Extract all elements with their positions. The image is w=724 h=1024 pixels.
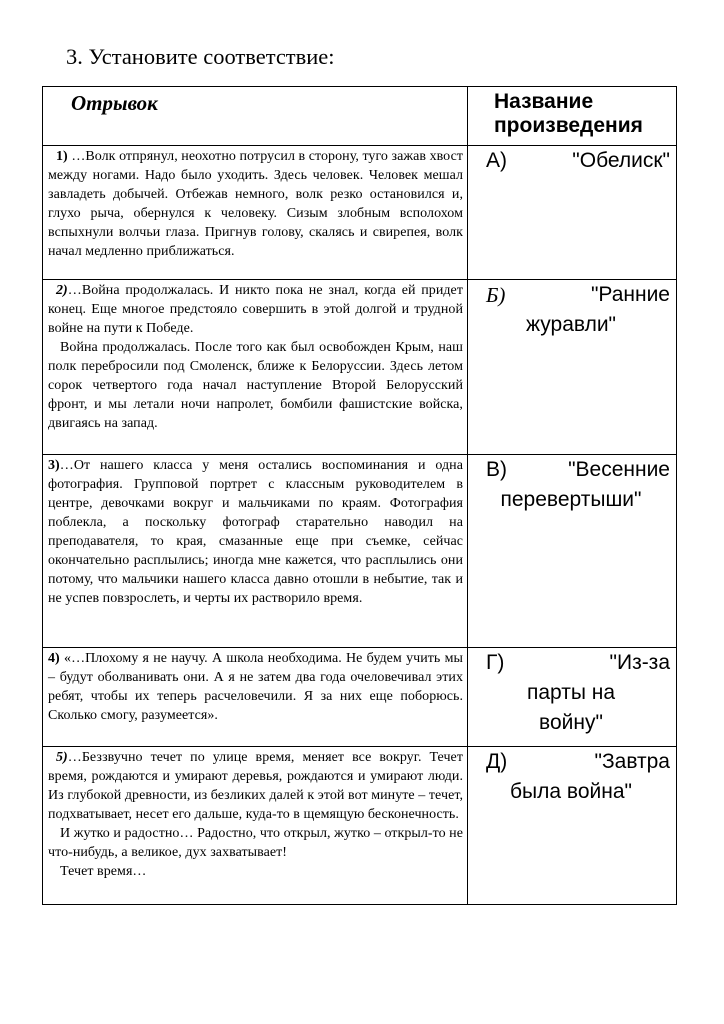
work-title-line: перевертыши" [500, 488, 642, 511]
excerpt-cell [43, 280, 468, 455]
title-cell [468, 455, 677, 648]
excerpt-cell [43, 648, 468, 747]
excerpt-paragraph [48, 147, 463, 261]
work-title: "Ранние [590, 283, 670, 306]
table-row [43, 747, 677, 905]
excerpt-header-label: Отрывок [71, 91, 158, 115]
title-header-line1: Название [494, 90, 594, 113]
title-letter: А) [486, 149, 507, 172]
title-letter: Д) [486, 750, 508, 773]
work-title-line: парты на [526, 681, 616, 704]
excerpt-number: 5) [56, 750, 68, 765]
excerpt-number: 3) [48, 458, 60, 473]
excerpt-cell [43, 747, 468, 905]
title-letter: Б) [486, 283, 506, 307]
excerpt-paragraph: И жутко и радостно… Радостно, что открыл, жутко – открыл-то не что-нибудь, а великое, дух захватывает! [48, 826, 463, 860]
title-cell [468, 146, 677, 280]
excerpt-cell [43, 455, 468, 648]
work-title: "Завтра [594, 750, 670, 773]
table-row [43, 455, 677, 648]
title-letter: Г) [486, 651, 505, 674]
matching-table [42, 86, 677, 905]
excerpt-paragraph [48, 281, 463, 338]
title-cell [468, 747, 677, 905]
excerpt-paragraph: Война продолжалась. После того как был освобожден Крым, наш полк перебросили под Смоленск, ближе к Белоруссии. Здесь летом сорок четвертого года начал наступление Второй Белорусский фронт, и мы летали ночи напролет, бомбили фашистские войска, двигаясь на запад. [48, 340, 463, 431]
table-row [43, 146, 677, 280]
excerpt-paragraph [48, 456, 463, 608]
excerpt-paragraph: Течет время… [60, 864, 147, 879]
work-title: "Из-за [609, 651, 670, 674]
work-title-line: была война" [510, 780, 632, 803]
excerpt-number: 2) [56, 283, 68, 298]
excerpt-paragraph [48, 649, 463, 725]
title-letter: В) [486, 458, 507, 481]
excerpt-paragraph [48, 748, 463, 824]
excerpt-header [43, 87, 468, 146]
excerpt-cell [43, 146, 468, 280]
excerpt-number: 1) [56, 149, 68, 164]
title-header [468, 87, 677, 146]
task-title: 3. Установите соответствие: [66, 44, 335, 69]
title-cell [468, 280, 677, 455]
title-cell [468, 648, 677, 747]
excerpt-number: 4) [48, 651, 60, 666]
title-header-line2: произведения [494, 114, 643, 137]
table-row [43, 648, 677, 747]
table-row [43, 280, 677, 455]
work-title-line: журавли" [525, 313, 617, 336]
work-title: "Обелиск" [572, 149, 670, 172]
work-title: "Весенние [568, 458, 670, 481]
excerpt-text: …Волк отпрянул, неохотно потрусил в сторону, туго зажав хвост между ногами. Надо было уходить. Здесь человек. Человек мешал завладеть добычей. Отбежав немного, волк резко остановился и, глухо рыча, обернулся к человеку. Сизым злобным всполохом вспыхнули волчьи глаза. Пригнув голову, скалясь и свирепея, волк начал медленно приближаться. [48, 149, 464, 259]
work-title-line: войну" [539, 711, 603, 734]
header-row [43, 87, 677, 146]
excerpt-text: …Война продолжалась. И никто пока не знал, когда ей придет конец. Еще многое предстояло совершить в этой долгой и трудной войне на пути к Победе. [48, 283, 463, 336]
excerpt-text: …Беззвучно течет по улице время, меняет все вокруг. Течет время, рождаются и умирают деревья, рождаются и умирают люди. Из глубокой древности, из безликих далей к этой вот минуте – течет, подхватывает, несет его дальше, куда-то в щемящую бесконечность. [48, 750, 463, 822]
excerpt-text: «…Плохому я не научу. А школа необходима. Не будем учить мы – будут оболванивать они. А я не затем два года очеловечивал этих ребят, чтобы их теперь расчеловечили. Я за них еще поборюсь. Сколько смогу, разумеется». [48, 651, 463, 723]
excerpt-text: …От нашего класса у меня остались воспоминания и одна фотография. Групповой портрет с классным руководителем в центре, девочками вокруг и мальчиками по краям. Фотография поблекла, а поскольку фотограф старательно наводил на преподавателя, то края, смазанные еще при съемке, сейчас окончательно расплылись; иногда мне кажется, что расплылись они потому, что мальчики нашего класса давно отошли в небытие, так и не успев повзрослеть, и черты их растворило время. [48, 458, 463, 606]
